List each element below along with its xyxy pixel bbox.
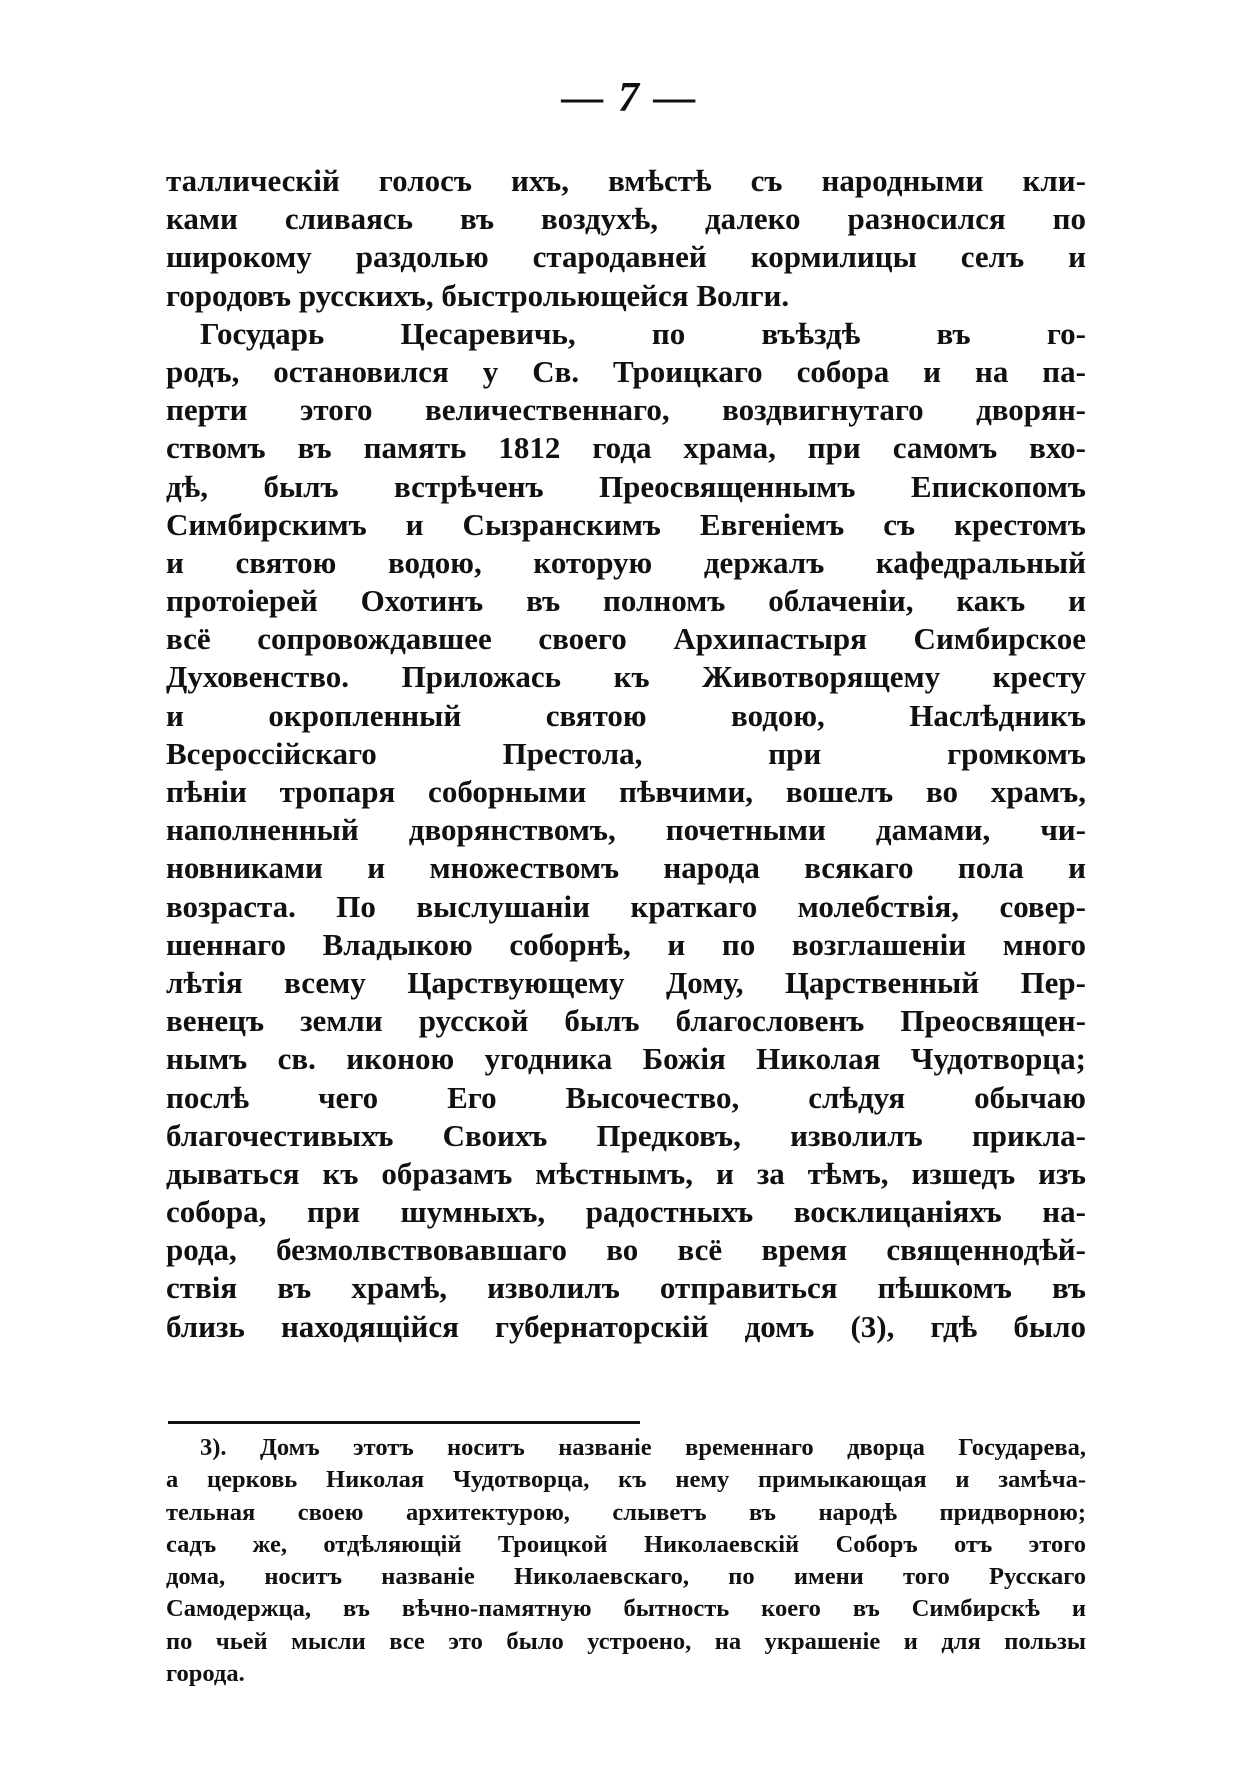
body-line: протоіерей Охотинъ въ полномъ облаченіи, какъ и <box>166 583 1086 619</box>
footnote <box>166 1432 1086 1690</box>
body-line: пѣніи тропаря соборными пѣвчими, вошелъ во храмъ, <box>166 774 1086 809</box>
footnote-line: садъ же, отдѣляющій Троицкой Николаевскій Соборъ отъ этого <box>166 1530 1086 1558</box>
page-number: — 7 — <box>561 75 698 121</box>
main-text <box>166 162 1086 1346</box>
body-line: шеннаго Владыкою соборнѣ, и по возглашеніи много <box>166 926 1086 962</box>
body-line: ками сливаясь въ воздухѣ, далеко разносился по <box>166 201 1086 237</box>
body-line: таллическій голосъ ихъ, вмѣстѣ съ народными кли- <box>166 163 1086 198</box>
body-line: возраста. По выслушаніи краткаго молебствія, совер- <box>166 888 1086 924</box>
body-line: новниками и множествомъ народа всякаго пола и <box>166 850 1086 886</box>
body-line: Всероссійскаго Престола, при громкомъ <box>166 735 1086 771</box>
body-line: дываться къ образамъ мѣстнымъ, и за тѣмъ, изшедъ изъ <box>166 1155 1086 1191</box>
body-line: перти этого величественнаго, воздвигнутаго дворян- <box>166 392 1086 428</box>
footnote-line: Самодержца, въ вѣчно-памятную бытность коего въ Симбирскѣ и <box>166 1595 1086 1623</box>
body-line: ствія въ храмѣ, изволилъ отправиться пѣшкомъ въ <box>166 1270 1086 1306</box>
body-line: венецъ земли русской былъ благословенъ Преосвящен- <box>166 1003 1086 1039</box>
footnote-line: дома, носитъ названіе Николаевскаго, по имени того Русскаго <box>166 1563 1086 1591</box>
footnote-line: тельная своею архитектурою, слыветъ въ народѣ придворною; <box>166 1498 1086 1526</box>
body-line: Духовенство. Приложась къ Животворящему кресту <box>166 659 1086 695</box>
body-line: всё сопровождавшее своего Архипастыря Симбирское <box>166 621 1086 657</box>
body-line: Государь Цесаревичь, по въѣздѣ въ го- <box>200 315 1086 351</box>
body-line: собора, при шумныхъ, радостныхъ восклицаніяхъ на- <box>166 1194 1086 1230</box>
body-line: и святою водою, которую держалъ кафедральный <box>166 544 1086 580</box>
footnote-line: а церковь Николая Чудотворца, къ нему примыкающая и замѣча- <box>166 1466 1086 1494</box>
body-line: рода, безмолвствовавшаго во всё время священнодѣй- <box>166 1232 1086 1268</box>
body-line: Симбирскимъ и Сызранскимъ Евгеніемъ съ крестомъ <box>166 506 1086 542</box>
footnote-line: по чьей мысли все это было устроено, на украшеніе и для пользы <box>166 1627 1086 1655</box>
footnote-divider <box>168 1421 640 1424</box>
footnote-line: 3). Домъ этотъ носитъ названіе временнаго дворца Государева, <box>200 1434 1086 1461</box>
body-line: городовъ русскихъ, быстрольющейся Волги. <box>166 277 790 313</box>
body-line: родъ, остановился у Св. Троицкаго собора и на па- <box>166 353 1086 389</box>
body-line: лѣтія всему Царствующему Дому, Царственный Пер- <box>166 964 1086 1000</box>
body-line: и окропленный святою водою, Наслѣдникъ <box>166 697 1086 733</box>
body-line: нымъ св. иконою угодника Божія Николая Чудотворца; <box>166 1041 1086 1077</box>
body-line: дѣ, былъ встрѣченъ Преосвященнымъ Епископомъ <box>166 468 1086 504</box>
footnote-line: города. <box>166 1660 245 1688</box>
body-line: близь находящійся губернаторскій домъ (3), гдѣ было <box>166 1308 1086 1344</box>
body-line: послѣ чего Его Высочество, слѣдуя обычаю <box>166 1079 1086 1115</box>
body-line: наполненный дворянствомъ, почетными дамами, чи- <box>166 812 1086 848</box>
body-line: широкому раздолью стародавней кормилицы селъ и <box>166 239 1086 275</box>
body-line: благочестивыхъ Своихъ Предковъ, изволилъ прикла- <box>166 1117 1086 1153</box>
body-line: ствомъ въ память 1812 года храма, при самомъ вхо- <box>166 430 1086 466</box>
